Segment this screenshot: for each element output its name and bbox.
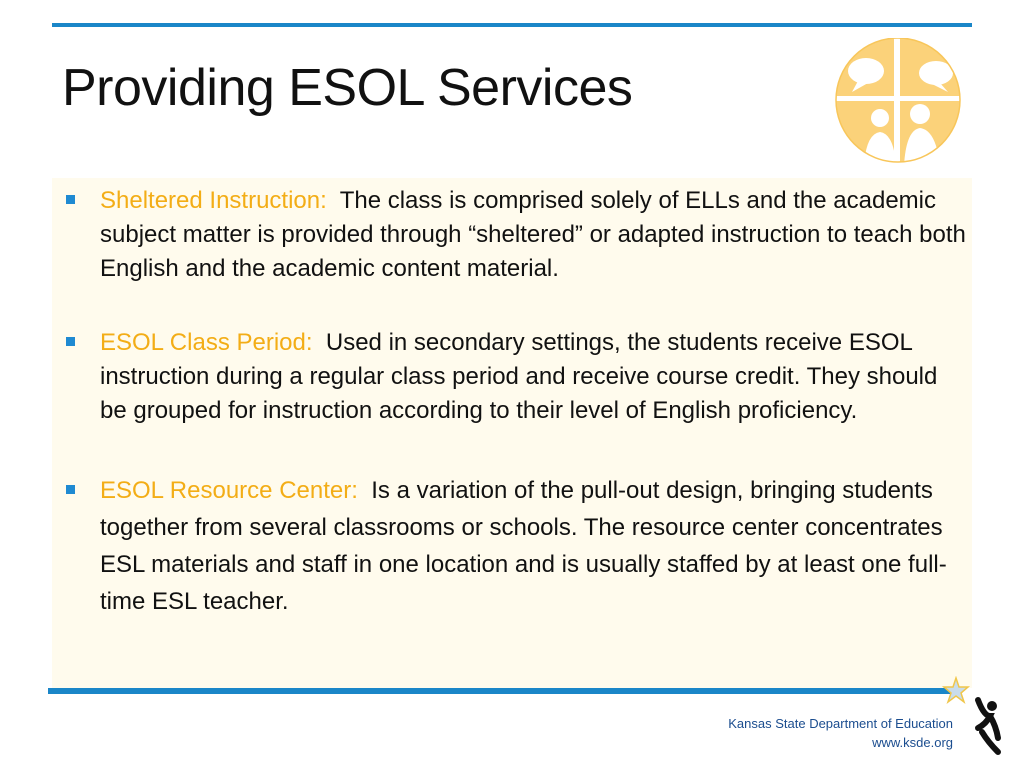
bullet-item-esol-resource-center [100,472,968,620]
bullet-text: Is a variation of the pull-out design, bringing students together from several classrooms or schools. The resource center concentrates ESL materials and staff in one location and is usually staffed by at least one full-time ESL teacher. [100,477,947,615]
bullet-text: The class is comprised solely of ELLs and the academic subject matter is provided through “sheltered” or adapted instruction to teach both English and the academic content material. [100,187,966,282]
bullet-item-esol-class-period [100,326,968,428]
speech-bubbles-people-icon [828,38,968,166]
bullet-term: ESOL Class Period: [100,329,313,356]
footer-organization: Kansas State Department of Education [728,716,953,731]
bullet-term: ESOL Resource Center: [100,477,358,504]
bullet-term: Sheltered Instruction: [100,187,327,214]
bottom-divider-line [48,688,954,694]
bullet-marker-icon [66,485,75,494]
bullet-text: Used in secondary settings, the students receive ESOL instruction during a regular class period and receive course credit. They should be grouped for instruction according to their level of English proficiency. [100,329,938,424]
bullet-marker-icon [66,337,75,346]
slide-title: Providing ESOL Services [62,59,633,117]
bullet-item-sheltered-instruction [100,184,968,286]
footer-url: www.ksde.org [872,735,953,750]
top-divider-line [52,23,972,27]
ksde-star-figure-logo [940,676,1006,758]
bullet-marker-icon [66,195,75,204]
content-panel [52,178,972,688]
